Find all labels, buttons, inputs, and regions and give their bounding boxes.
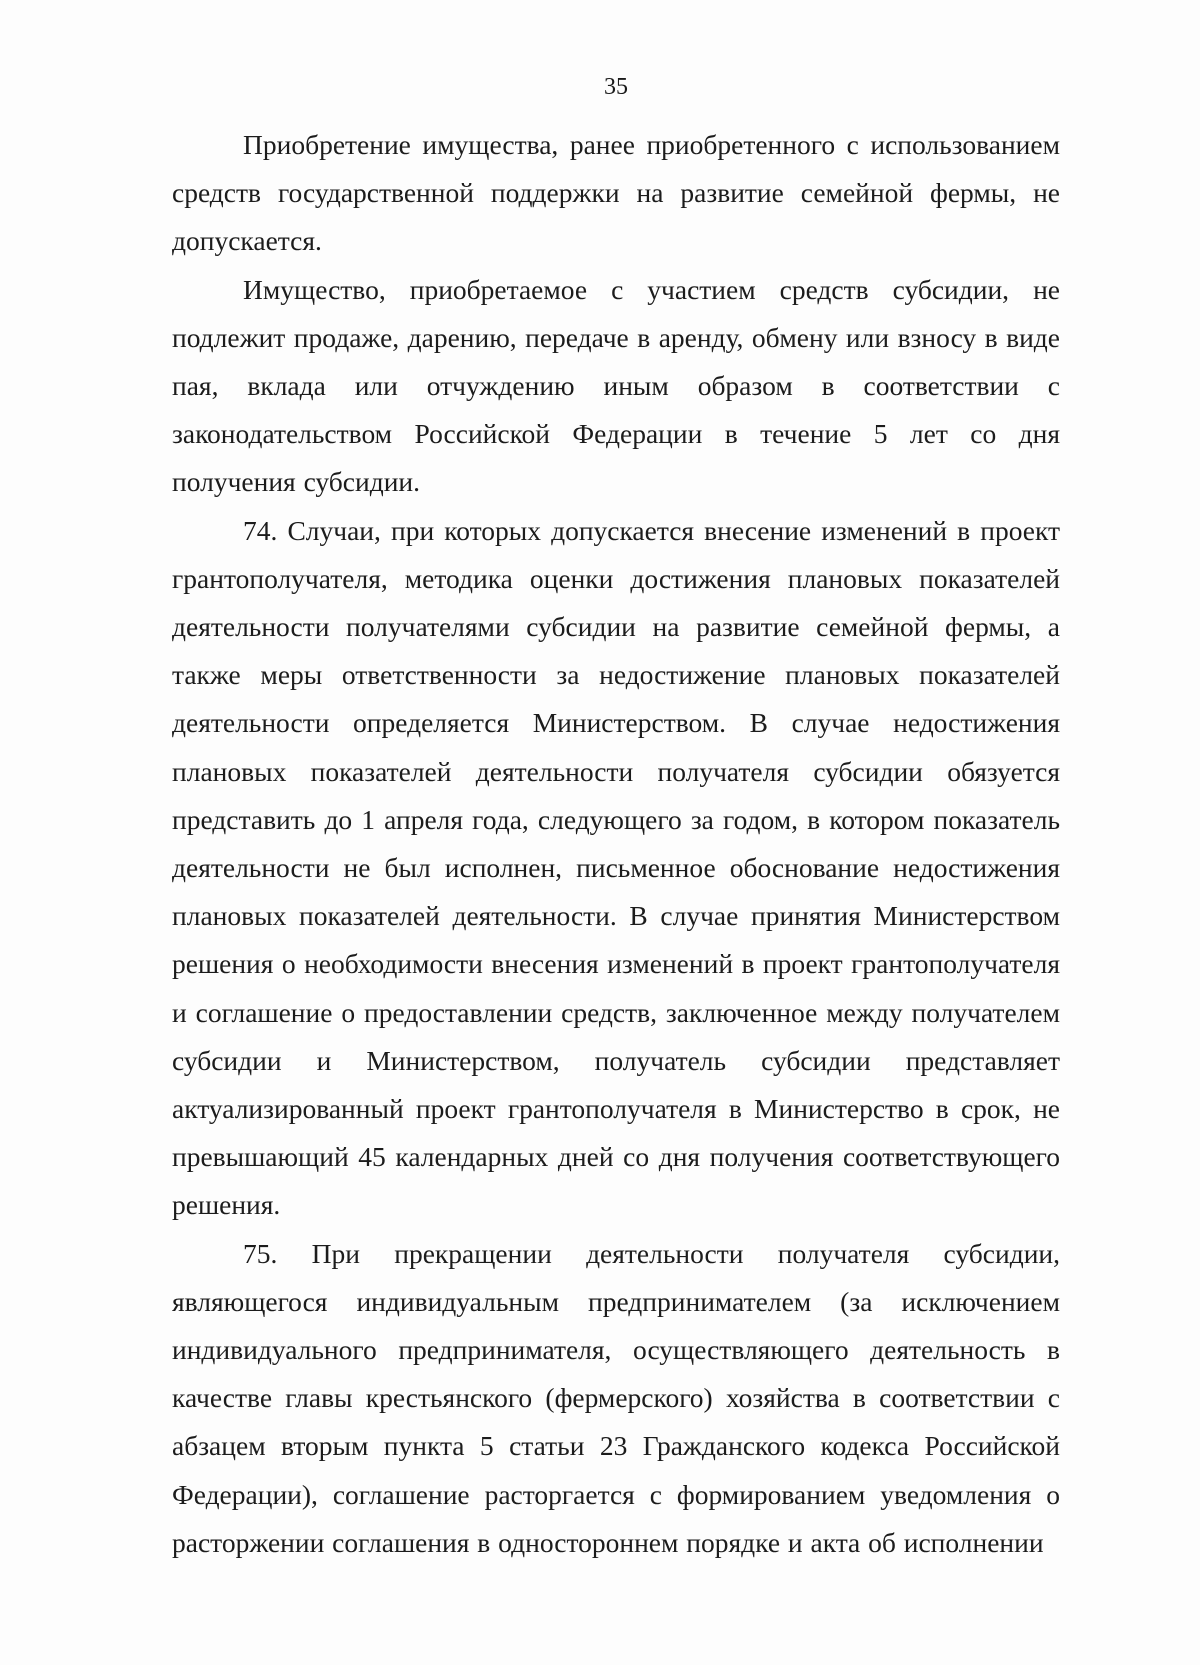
document-body	[172, 121, 1060, 1567]
paragraph-property-acquisition: Приобретение имущества, ранее приобретенного с использованием средств государственной поддержки на развитие семейной фермы, не допускается.	[172, 129, 1060, 257]
paragraph-property-restrictions: Имущество, приобретаемое с участием средств субсидии, не подлежит продаже, дарению, передаче в аренду, обмену или взносу в виде пая, вклада или отчуждению иным образом в соответствии с законодательством Российской Федерации в течение 5 лет со дня получения субсидии.	[172, 273, 1060, 498]
page-number: 35	[604, 74, 628, 100]
paragraph-clause-75: 75. При прекращении деятельности получателя субсидии, являющегося индивидуальным предпринимателем (за исключением индивидуального предпринимателя, осуществляющего деятельность в качестве главы крестьянского (фермерского) хозяйства в соответствии с абзацем вторым пункта 5 статьи 23 Гражданского кодекса Российской Федерации), соглашение расторгается с формированием уведомления о расторжении соглашения в одностороннем порядке и акта об исполнении	[172, 1237, 1060, 1558]
paragraph-clause-74: 74. Случаи, при которых допускается внесение изменений в проект грантополучателя, методика оценки достижения плановых показателей деятельности получателями субсидии на развитие семейной фермы, а также меры ответственности за недостижение плановых показателей деятельности определяется Министерством. В случае недостижения плановых показателей деятельности получателя субсидии обязуется представить до 1 апреля года, следующего за годом, в котором показатель деятельности не был исполнен, письменное обоснование недостижения плановых показателей деятельности. В случае принятия Министерством решения о необходимости внесения изменений в проект грантополучателя и соглашение о предоставлении средств, заключенное между получателем субсидии и Министерством, получатель субсидии представляет актуализированный проект грантополучателя в Министерство в срок, не превышающий 45 календарных дней со дня получения соответствующего решения.	[172, 514, 1060, 1221]
